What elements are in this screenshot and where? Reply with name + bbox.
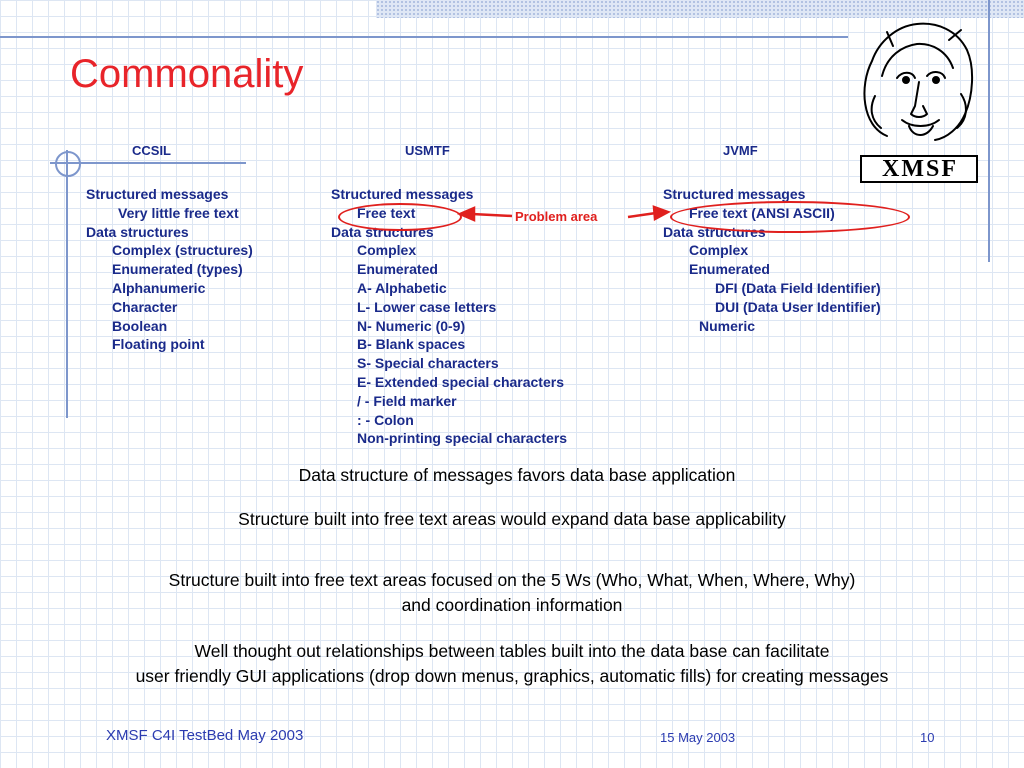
decor-circle: [55, 151, 81, 177]
list-item: DFI (Data Field Identifier): [715, 279, 881, 296]
column-header-usmtf: USMTF: [405, 143, 450, 158]
list-item: Enumerated: [689, 261, 770, 278]
list-item: Enumerated: [357, 261, 438, 278]
list-item: L- Lower case letters: [357, 298, 497, 315]
list-item: Structured messages: [331, 186, 474, 202]
list-item: Complex (structures): [112, 242, 253, 259]
statement-1: Data structure of messages favors data base application: [298, 465, 736, 485]
footer-date: 15 May 2003: [660, 730, 736, 745]
decor-line-top: [0, 36, 848, 38]
list-item: Enumerated (types): [112, 261, 243, 278]
list-item: DUI (Data User Identifier): [715, 298, 881, 315]
list-item: Data structures: [331, 223, 434, 240]
decor-line-left: [66, 150, 68, 418]
list-item: S- Special characters: [357, 355, 499, 372]
statement-3-line-2: and coordination information: [401, 595, 623, 615]
logo-text: XMSF: [882, 156, 958, 182]
list-item: B- Blank spaces: [357, 336, 466, 353]
list-item: Structured messages: [663, 186, 806, 202]
list-item: A- Alphabetic: [357, 279, 447, 296]
arrow-to-jvmf: [628, 213, 656, 217]
column-header-ccsil: CCSIL: [132, 143, 171, 158]
list-item: Free text: [357, 204, 416, 221]
decor-line-right: [988, 0, 990, 262]
list-item: Structured messages: [86, 186, 229, 202]
list-item: Very little free text: [118, 204, 239, 221]
problem-highlight-jvmf: [670, 201, 910, 233]
list-item: Non-printing special characters: [357, 430, 568, 447]
ccsil-list: [86, 185, 253, 354]
statement-2: Structure built into free text areas would expand data base applicability: [238, 509, 786, 529]
problem-area-label: Problem area: [515, 209, 598, 224]
list-item: Alphanumeric: [112, 279, 206, 296]
list-item: Character: [112, 298, 178, 315]
list-item: Complex: [357, 242, 417, 259]
list-item: Boolean: [112, 317, 168, 334]
list-item: Complex: [689, 242, 749, 259]
list-item: Data structures: [663, 223, 766, 240]
problem-highlight-usmtf: [338, 203, 462, 231]
list-item: Free text (ANSI ASCII): [689, 204, 835, 221]
list-item: / - Field marker: [357, 392, 457, 409]
statement-3-line-1: Structure built into free text areas focused on the 5 Ws (Who, What, When, Where, Why): [168, 570, 856, 590]
list-item: Floating point: [112, 336, 205, 353]
list-item: Numeric: [699, 317, 756, 334]
column-header-jvmf: JVMF: [723, 143, 758, 158]
list-item: N- Numeric (0-9): [357, 317, 466, 334]
list-item: E- Extended special characters: [357, 373, 564, 390]
footer-left-text: XMSF C4I TestBed May 2003: [106, 727, 304, 744]
statement-4-line-2: user friendly GUI applications (drop down menus, graphics, automatic fills) for creating messages: [135, 666, 889, 686]
list-item: : - Colon: [357, 411, 414, 428]
statement-4-line-1: Well thought out relationships between tables built into the data base can facilitate: [194, 641, 830, 661]
page-number: 10: [920, 730, 935, 745]
slide-title: Commonality: [70, 52, 304, 96]
list-item: Data structures: [86, 223, 189, 240]
lion-head-logo: [857, 16, 979, 186]
